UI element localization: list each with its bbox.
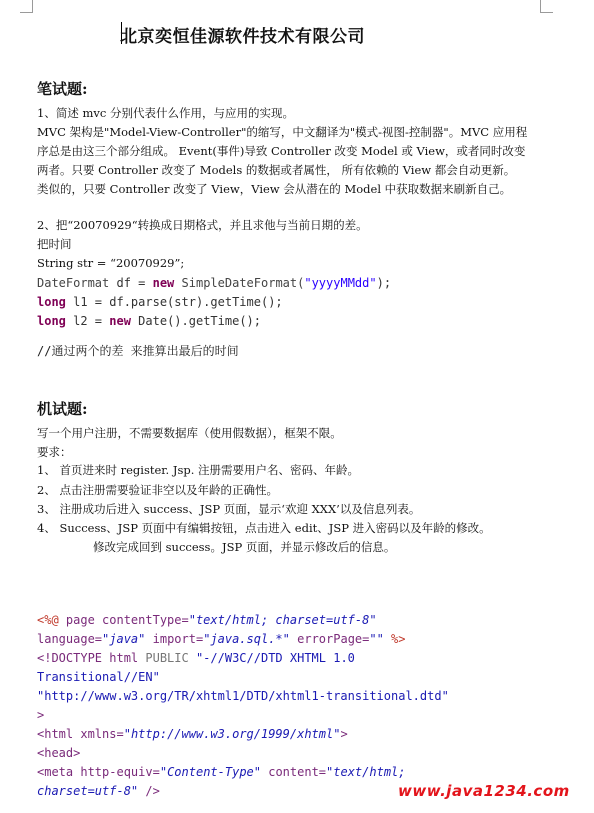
code-string: "yyyyMMdd" xyxy=(304,276,377,290)
jsp-line-1 xyxy=(37,613,377,627)
code-new-keyword: new xyxy=(109,314,131,328)
jsp-tag: > xyxy=(37,708,45,722)
jsp-attr: errorPage= xyxy=(289,632,370,646)
q2-question: 2、把“20070929“转换成日期格式，并且求他与当前日期的差。 xyxy=(37,218,368,232)
page-corner-mark-left xyxy=(20,0,33,13)
machine-indent-line: 修改完成回到 success。JSP 页面，并显示修改后的信息。 xyxy=(93,540,396,554)
code-var: df = xyxy=(109,276,153,290)
jsp-tag: <head> xyxy=(37,746,81,760)
jsp-value: "text/html; charset=utf-8" xyxy=(188,613,377,627)
machine-line-5: 3、 注册成功后进入 success、JSP 页面，显示‘欢迎 XXX’以及信息列表。 xyxy=(37,502,421,516)
code-line-3 xyxy=(37,314,261,328)
jsp-attr: xmlns= xyxy=(80,727,124,741)
jsp-string: "-//W3C//DTD XHTML 1.0 xyxy=(195,651,355,665)
machine-line-3: 1、 首页进来时 register. Jsp. 注册需要用户名、密码、年龄。 xyxy=(37,463,360,477)
code-line-1 xyxy=(37,276,391,290)
jsp-value: "Content-Type" xyxy=(159,765,261,779)
code-end: ); xyxy=(376,276,392,290)
jsp-tag: <meta xyxy=(37,765,81,779)
jsp-attr: page xyxy=(65,613,103,627)
q1-answer-line-2: 序总是由这三个部分组成。 Event(事件)导致 Controller 改变 Model 或 View，或者同时改变 xyxy=(37,144,526,158)
jsp-line-9 xyxy=(37,765,406,779)
q2-line-b: String str = “20070929”; xyxy=(37,256,185,270)
q1-answer-line-4: 类似的，只要 Controller 改变了 View，View 会从潜在的 Model 中获取数据来刷新自己。 xyxy=(37,182,512,196)
jsp-value: charset=utf-8" xyxy=(37,784,139,798)
machine-line-6: 4、 Success、JSP 页面中有编辑按钮，点击进入 edit、JSP 进入密码以及年龄的修改。 xyxy=(37,521,491,535)
written-test-heading: 笔试题: xyxy=(37,80,88,98)
jsp-keyword: PUBLIC xyxy=(138,651,196,665)
machine-line-1: 写一个用户注册，不需要数据库（使用假数据），框架不限。 xyxy=(37,426,342,440)
machine-test-heading: 机试题: xyxy=(37,400,88,418)
jsp-value: "" xyxy=(369,632,384,646)
jsp-attr: import= xyxy=(145,632,204,646)
code-type: DateFormat xyxy=(37,276,110,290)
jsp-attr: contentType= xyxy=(102,613,189,627)
q1-answer-line-3: 两者。只要 Controller 改变了 Models 的数据或者属性， 所有依赖的 View 都会自动更新。 xyxy=(37,163,516,177)
code-rest: Date().getTime(); xyxy=(130,314,261,328)
code-mid: l2 = xyxy=(65,314,110,328)
machine-line-2: 要求： xyxy=(37,445,72,459)
code-class: SimpleDateFormat( xyxy=(174,276,305,290)
jsp-string: Transitional//EN" xyxy=(37,670,160,684)
jsp-line-8 xyxy=(37,746,80,760)
jsp-value: "text/html; xyxy=(326,765,406,779)
q1-question: 1、简述 mvc 分别代表什么作用，与应用的实现。 xyxy=(37,106,294,120)
jsp-tag: html xyxy=(109,651,139,665)
jsp-line-10 xyxy=(37,784,160,798)
jsp-tag: <!DOCTYPE xyxy=(37,651,110,665)
jsp-string: "http://www.w3.org/TR/xhtml1/DTD/xhtml1-transitional.dtd" xyxy=(37,689,449,703)
jsp-value: "http://www.w3.org/1999/xhtml" xyxy=(123,727,341,741)
jsp-attr: language= xyxy=(37,632,103,646)
jsp-directive: <%@ xyxy=(37,613,66,627)
jsp-tag: /> xyxy=(138,784,160,798)
machine-line-4: 2、 点击注册需要验证非空以及年龄的正确性。 xyxy=(37,483,278,497)
code-long-keyword: long xyxy=(37,314,66,328)
jsp-line-6 xyxy=(37,708,44,722)
jsp-attr: content= xyxy=(261,765,327,779)
code-line-2 xyxy=(37,295,283,309)
q1-answer-line-1: MVC 架构是"Model-View-Controller"的缩写，中文翻译为"模式-视图-控制器"。MVC 应用程 xyxy=(37,125,528,139)
jsp-directive-end: %> xyxy=(383,632,406,646)
jsp-tag: > xyxy=(340,727,348,741)
jsp-value: "java" xyxy=(102,632,146,646)
jsp-value: "java.sql.*" xyxy=(203,632,290,646)
q2-line-a: 把时间 xyxy=(37,237,72,251)
jsp-tag: <html xyxy=(37,727,81,741)
jsp-line-5 xyxy=(37,689,449,703)
jsp-line-4 xyxy=(37,670,160,684)
company-title: 北京奕恒佳源软件技术有限公司 xyxy=(120,27,365,47)
jsp-attr: http-equiv= xyxy=(80,765,160,779)
jsp-line-3 xyxy=(37,651,355,665)
code-new-keyword: new xyxy=(152,276,175,290)
code-rest: l1 = df.parse(str).getTime(); xyxy=(65,295,283,309)
page-corner-mark-right xyxy=(540,0,553,13)
site-watermark: www.java1234.com xyxy=(398,782,570,800)
jsp-line-7 xyxy=(37,727,348,741)
jsp-line-2 xyxy=(37,632,406,646)
code-comment: //通过两个的差 来推算出最后的时间 xyxy=(37,344,239,358)
code-long-keyword: long xyxy=(37,295,66,309)
